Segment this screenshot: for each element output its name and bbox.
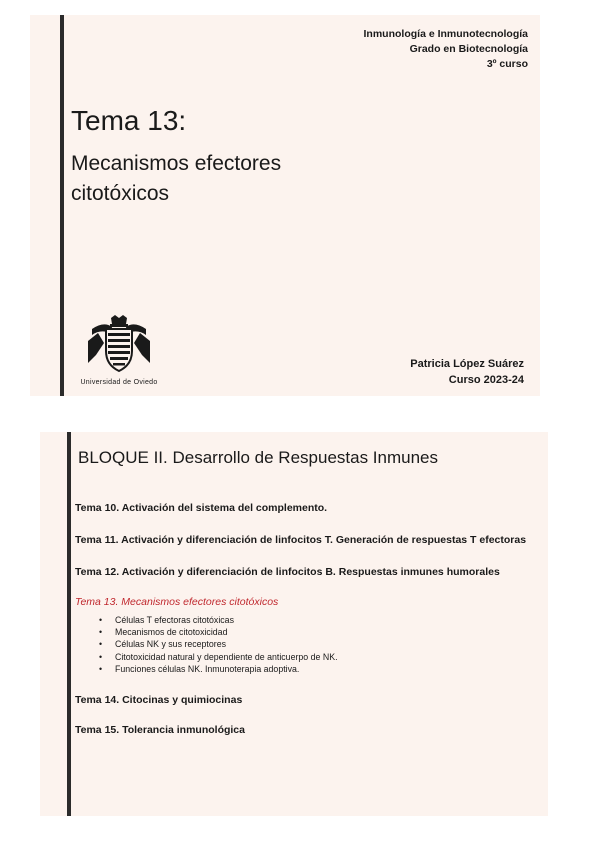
- author-block: [410, 356, 524, 388]
- university-logo: [64, 315, 174, 386]
- topic-item-14: Tema 14. Citocinas y quimiocinas: [75, 694, 243, 706]
- course-subject: Inmunología e Inmunotecnología: [363, 28, 528, 40]
- course-year: 3º curso: [486, 58, 528, 70]
- subtopic-list: [99, 614, 338, 675]
- subtopic-item: • Células NK y sus receptores: [99, 638, 338, 650]
- subtopic-item: • Mecanismos de citotoxicidad: [99, 626, 338, 638]
- subtitle-line-1: Mecanismos efectores: [71, 152, 282, 175]
- subtopic-item: • Funciones células NK. Inmunoterapia adoptiva.: [99, 663, 338, 675]
- slide-accent-bar: [67, 432, 71, 816]
- course-info: [364, 27, 529, 72]
- author-name: Patricia López Suárez: [410, 358, 524, 370]
- topic-item-11: Tema 11. Activación y diferenciación de linfocitos T. Generación de respuestas T efectoras: [75, 534, 527, 546]
- topic-item-10: Tema 10. Activación del sistema del complemento.: [75, 502, 328, 514]
- topic-item-15: Tema 15. Tolerancia inmunológica: [75, 724, 245, 736]
- university-crest-icon: [84, 315, 154, 373]
- academic-year: Curso 2023-24: [448, 374, 524, 386]
- subtopic-item: • Citotoxicidad natural y dependiente de anticuerpo de NK.: [99, 651, 338, 663]
- subtitle-line-2: citotóxicos: [71, 182, 170, 205]
- university-name: Universidad de Oviedo: [80, 379, 158, 386]
- subtopic-item: • Células T efectoras citotóxicas: [99, 614, 338, 626]
- block-heading: BLOQUE II. Desarrollo de Respuestas Inmunes: [78, 448, 438, 467]
- outline-slide: [40, 432, 548, 816]
- title-slide: [30, 15, 540, 396]
- slide-subtitle: [71, 149, 391, 209]
- course-degree: Grado en Biotecnología: [409, 43, 528, 55]
- slide-title: Tema 13:: [71, 105, 187, 136]
- topic-item-12: Tema 12. Activación y diferenciación de linfocitos B. Respuestas inmunes humorales: [75, 566, 500, 578]
- topic-item-13-current: Tema 13. Mecanismos efectores citotóxicos: [75, 596, 279, 608]
